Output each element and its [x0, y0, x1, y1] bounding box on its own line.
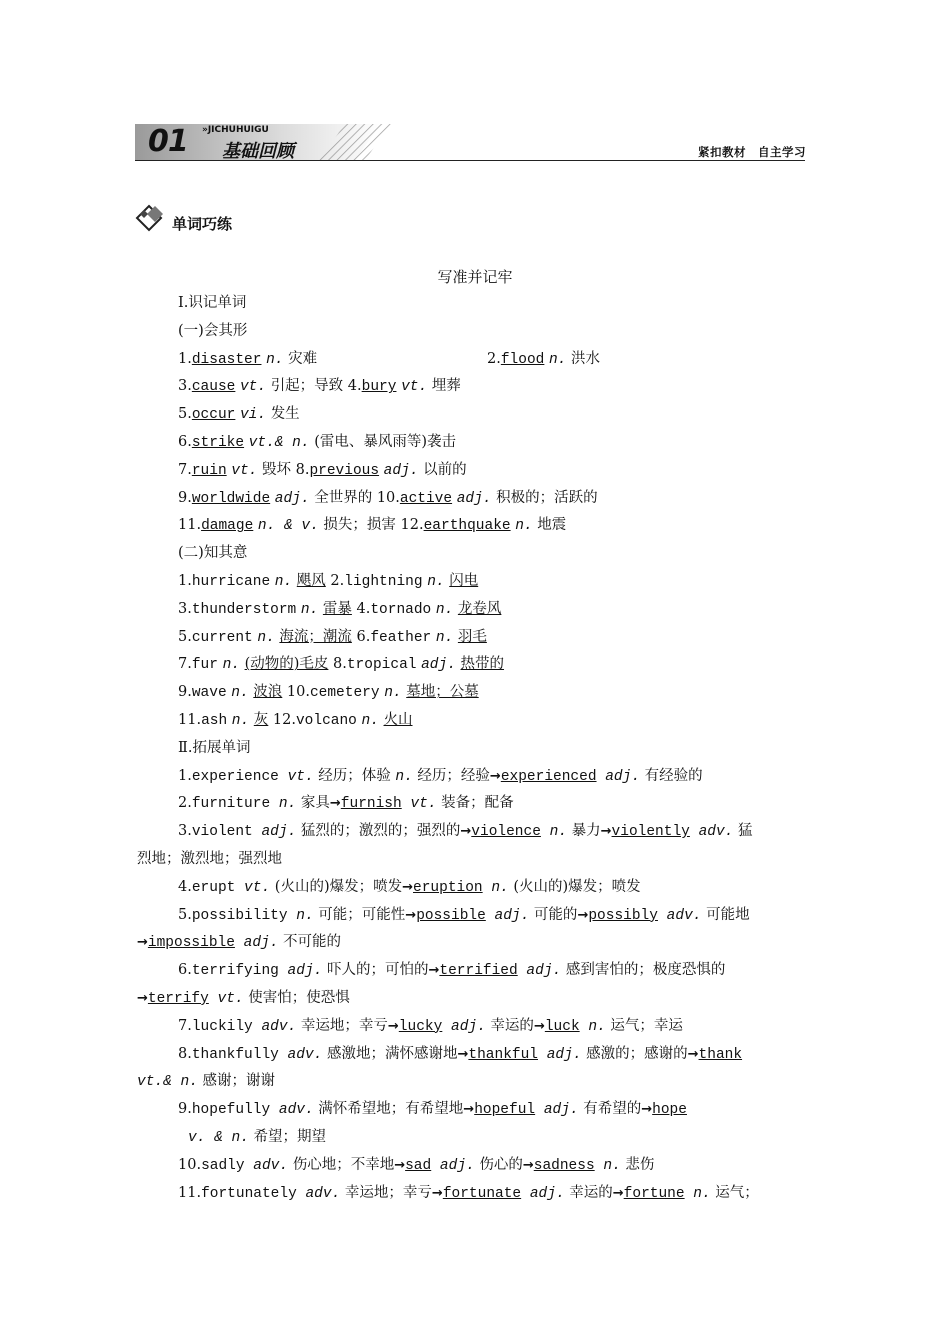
text: 8.	[178, 1045, 192, 1062]
answer-word: terrify	[147, 991, 209, 1007]
meaning: 洪水	[570, 350, 600, 367]
arrow-icon: →	[463, 1102, 475, 1118]
part-of-speech: n.	[435, 629, 454, 646]
text: 吓人的；可怕的	[322, 962, 429, 979]
meaning: 地震	[537, 517, 567, 534]
extend-row	[178, 1155, 654, 1176]
answer-word: fortune	[623, 1185, 685, 1202]
text: fortunately	[201, 1185, 297, 1202]
meaning: 飓风	[296, 573, 326, 589]
text: 4.	[356, 600, 371, 617]
text: 幸运的	[564, 1184, 613, 1201]
text: 7.	[178, 656, 192, 673]
text: 12.	[272, 712, 296, 728]
text: 伤心的	[474, 1156, 523, 1173]
part-of-speech: adv.	[689, 824, 734, 841]
arrow-icon: →	[387, 1018, 399, 1034]
text: 3.	[178, 600, 192, 617]
text: 猛	[733, 823, 753, 840]
text: 3.	[178, 823, 192, 840]
part-of-speech: vt.	[401, 379, 428, 396]
vocab-word: bury	[361, 379, 397, 396]
part-of-speech: n.	[361, 713, 379, 729]
meaning: (雷电、暴风雨等)袭击	[314, 434, 457, 450]
vocab-word: wave	[191, 685, 227, 702]
answer-word: lucky	[398, 1018, 443, 1035]
vocab-row	[178, 404, 300, 425]
part-of-speech: vt.	[231, 462, 258, 479]
answer-word: sadness	[533, 1157, 595, 1174]
text: 9.	[178, 489, 192, 506]
part-of-speech: n.	[427, 574, 445, 590]
part-of-speech: n.	[579, 1018, 606, 1035]
part-of-speech: n.	[300, 601, 319, 618]
vocab-word: thunderstorm	[191, 601, 297, 618]
text: 6.	[178, 962, 192, 979]
text: 经历；体验	[313, 767, 396, 784]
meaning: 以前的	[423, 461, 467, 478]
vocab-word: strike	[191, 435, 245, 451]
extend-row	[178, 766, 703, 787]
text: 2.	[330, 573, 345, 589]
extend-row	[178, 1183, 759, 1204]
text: 经历；经验	[412, 767, 490, 784]
meaning: 海流；潮流	[279, 628, 352, 645]
answer-word: thank	[698, 1046, 743, 1063]
text: furniture	[191, 796, 271, 813]
header-number: 01	[148, 124, 188, 159]
text: 11.	[178, 712, 202, 728]
meaning: 灰	[253, 712, 269, 728]
part-of-speech: n.	[548, 351, 567, 368]
vocab-word: flood	[500, 351, 545, 368]
answer-word: experienced	[500, 768, 597, 785]
text: sadly	[201, 1157, 245, 1174]
text: 满怀希望地；有希望地	[313, 1101, 464, 1118]
answer-word: hopeful	[474, 1102, 536, 1119]
vocab-word: earthquake	[423, 518, 511, 535]
part-of-speech: n.	[270, 796, 297, 813]
text: (火山的)爆发；喷发	[270, 878, 403, 895]
meaning: 积极的；活跃的	[496, 489, 598, 506]
text: 11.	[178, 1184, 202, 1201]
answer-word: violence	[471, 824, 541, 841]
vocab-row	[487, 349, 600, 370]
text: thankfully	[191, 1046, 279, 1063]
part-of-speech: n.	[257, 629, 275, 646]
text: 可能的	[529, 906, 578, 923]
text: hopefully	[191, 1102, 271, 1119]
text: 2.	[178, 795, 192, 812]
text: 10.	[376, 489, 400, 506]
extend-row	[178, 960, 725, 981]
vocab-word: hurricane	[191, 574, 271, 590]
arrow-icon: →	[533, 1018, 545, 1034]
extend-row	[178, 1099, 687, 1120]
text: 12.	[400, 517, 424, 534]
vocab-row	[178, 432, 456, 453]
answer-word: sad	[405, 1157, 432, 1174]
double-chevron-icon: »	[202, 125, 208, 135]
vocab-row	[178, 710, 413, 731]
text: 暴力	[567, 823, 601, 840]
group2-heading	[178, 543, 247, 563]
text: (火山的)爆发；喷发	[508, 878, 641, 895]
arrow-icon: →	[431, 1185, 443, 1201]
section-title: 单词巧练	[172, 215, 233, 233]
text: 6.	[178, 434, 192, 450]
vocab-row	[178, 654, 504, 675]
vocab-word: disaster	[191, 351, 262, 368]
text: 可能地	[701, 906, 750, 923]
text: 5.	[178, 406, 192, 423]
vocab-word: tropical	[346, 657, 417, 674]
arrow-icon: →	[577, 907, 589, 923]
text: 4.	[347, 378, 362, 395]
part-of-speech: adv.	[270, 1102, 314, 1119]
text: 4.	[178, 878, 192, 895]
part-of-speech: n.	[435, 601, 454, 618]
part-of-speech: adj.	[252, 824, 297, 841]
vocab-word: occur	[191, 407, 236, 424]
meaning: 埋葬	[431, 378, 461, 395]
vocab-word: cemetery	[309, 685, 380, 702]
text: 希望；期望	[248, 1129, 327, 1145]
header-right-text: 紧扣教材 自主学习	[698, 145, 806, 159]
part-of-speech: adj.	[442, 1018, 486, 1035]
arrow-icon: →	[641, 1102, 653, 1118]
answer-word: impossible	[147, 935, 235, 952]
text: 1.	[178, 767, 192, 784]
part-of-speech: n.	[482, 879, 509, 896]
vocab-row	[178, 571, 478, 592]
text: 10.	[286, 684, 310, 701]
part-of-speech: n.	[287, 907, 314, 924]
answer-word: possible	[416, 907, 486, 924]
text: 10.	[178, 1156, 202, 1173]
extend-row-cont	[137, 1071, 275, 1092]
extend-row	[178, 1044, 742, 1065]
meaning: 毁坏	[261, 461, 291, 478]
part2-heading	[178, 738, 250, 758]
text: 不可能的	[278, 934, 342, 951]
part-of-speech: adj.	[278, 963, 323, 980]
part-of-speech: adj.	[456, 490, 492, 507]
extend-row	[178, 821, 753, 842]
part-of-speech: vt.& n.	[137, 1074, 198, 1091]
vocab-word: feather	[370, 629, 432, 646]
meaning: 发生	[270, 406, 300, 423]
heading-text: (二)知其意	[178, 545, 248, 562]
text: 5.	[178, 906, 192, 923]
arrow-icon: →	[612, 1185, 624, 1201]
part-of-speech: n.	[540, 824, 568, 841]
vocab-row	[178, 627, 487, 648]
text: 烈地；激烈地；强烈地	[137, 851, 282, 867]
arrow-icon: →	[405, 907, 417, 923]
text: 装备；配备	[436, 795, 514, 812]
arrow-icon: →	[394, 1157, 406, 1173]
arrow-icon: →	[428, 963, 440, 979]
part-of-speech: vt.	[401, 796, 437, 813]
vocab-row	[178, 488, 598, 509]
meaning: 闪电	[449, 573, 479, 589]
part-of-speech: n.	[231, 685, 249, 702]
answer-word: possibly	[588, 907, 658, 924]
text: 幸运地；幸亏	[340, 1184, 432, 1201]
part-of-speech: n.	[594, 1157, 621, 1174]
text: 1.	[178, 573, 192, 589]
text: 感激的；感谢的	[581, 1045, 688, 1062]
text: 9.	[178, 684, 192, 701]
text: 9.	[178, 1101, 192, 1118]
text: experience	[191, 768, 279, 785]
header-title: 基础回顾	[222, 141, 294, 162]
part-of-speech: adj.	[234, 935, 279, 952]
text: 8.	[333, 656, 347, 673]
group1-heading	[178, 321, 247, 341]
vocab-row	[178, 682, 479, 703]
vocab-row	[178, 515, 566, 536]
vocab-word: volcano	[295, 713, 357, 729]
part-of-speech: adv.	[296, 1185, 341, 1202]
text: 8.	[295, 461, 310, 478]
text: violent	[191, 824, 253, 841]
meaning: 损失；损害	[323, 517, 396, 534]
part-of-speech: vt.	[208, 991, 244, 1007]
text: 幸运的	[485, 1017, 534, 1034]
part-of-speech: n.	[274, 574, 293, 590]
vocab-word: tornado	[370, 601, 432, 618]
part-of-speech: v. & n.	[188, 1130, 249, 1146]
answer-word: luck	[544, 1018, 580, 1035]
text: luckily	[191, 1018, 253, 1035]
part-of-speech: adj.	[535, 1102, 579, 1119]
text: 1.	[178, 350, 192, 367]
arrow-icon: →	[402, 879, 414, 895]
meaning: 全世界的	[314, 489, 373, 506]
part-of-speech: adv.	[244, 1157, 289, 1174]
part-of-speech: n.	[231, 713, 250, 729]
text: 6.	[356, 628, 371, 645]
header-pinyin	[202, 125, 269, 135]
vocab-word: worldwide	[191, 490, 271, 507]
answer-word: violently	[611, 824, 690, 841]
part-of-speech: n.	[266, 351, 284, 368]
part1-heading	[178, 293, 246, 313]
heading-text: Ⅰ.识记单词	[178, 295, 247, 311]
answer-word: hope	[652, 1102, 687, 1119]
part-of-speech: adj.	[521, 1185, 565, 1202]
part-of-speech: adj.	[383, 462, 419, 479]
extend-row	[178, 905, 750, 926]
answer-word: eruption	[413, 879, 483, 896]
part-of-speech: vt.	[239, 379, 267, 396]
text: 悲伤	[620, 1156, 655, 1173]
arrow-icon: →	[489, 768, 501, 784]
answer-word: thankful	[468, 1046, 539, 1063]
extend-row	[178, 1016, 683, 1037]
extend-row-cont	[137, 849, 282, 869]
vocab-row	[178, 349, 317, 370]
text: possibility	[191, 907, 288, 924]
answer-word: terrified	[439, 963, 518, 980]
extend-row	[178, 793, 514, 814]
header-rule	[135, 160, 805, 161]
part-of-speech: vt.	[235, 879, 271, 896]
subtitle: 写准并记牢	[437, 268, 513, 286]
part-of-speech: n. & v.	[257, 518, 319, 535]
text: 家具	[296, 795, 330, 812]
meaning: 波浪	[253, 684, 283, 701]
vocab-word: previous	[309, 462, 380, 479]
text: 有希望的	[578, 1101, 642, 1118]
vocab-word: ruin	[191, 462, 227, 479]
vocab-word: cause	[191, 379, 236, 396]
text: terrifying	[191, 963, 279, 980]
arrow-icon: →	[329, 796, 341, 812]
text: 运气；	[710, 1184, 759, 1201]
vocab-word: damage	[201, 518, 254, 535]
heading-text: (一)会其形	[178, 322, 248, 339]
text: 幸运地；幸亏	[296, 1017, 388, 1034]
meaning: 灾难	[288, 350, 318, 367]
vocab-word: fur	[191, 657, 218, 674]
part-of-speech: n.	[515, 518, 533, 535]
part-of-speech: vt.& n.	[248, 435, 310, 451]
part-of-speech: adv.	[657, 907, 702, 924]
diamond-icon	[135, 204, 165, 232]
extend-row-cont	[137, 988, 350, 1009]
meaning: 羽毛	[457, 628, 487, 645]
arrow-icon: →	[600, 824, 612, 840]
text: 2.	[487, 350, 501, 367]
vocab-word: lightning	[344, 574, 423, 590]
extend-row	[178, 877, 641, 898]
arrow-icon: →	[137, 935, 148, 951]
arrow-icon: →	[522, 1157, 534, 1173]
extend-row-cont	[188, 1127, 326, 1148]
text: erupt	[191, 879, 236, 896]
meaning: 墓地；公墓	[406, 684, 479, 701]
meaning: 龙卷风	[457, 600, 502, 617]
part-of-speech: adj.	[274, 490, 310, 507]
text: 7.	[178, 1017, 192, 1034]
part-of-speech: adj.	[421, 657, 456, 674]
text: 感谢；谢谢	[197, 1073, 276, 1090]
vocab-word: ash	[201, 713, 228, 729]
vocab-word: current	[191, 629, 253, 646]
text: 7.	[178, 461, 192, 478]
meaning: 雷暴	[322, 600, 352, 617]
part-of-speech: adj.	[517, 963, 562, 980]
answer-word: furnish	[340, 796, 402, 813]
part-of-speech: adj.	[596, 768, 641, 785]
text: 有经验的	[640, 767, 703, 784]
arrow-icon: →	[457, 1046, 469, 1062]
text: 感到害怕的；极度恐惧的	[561, 962, 726, 979]
header-pinyin-text: JICHUHUIGU	[207, 125, 269, 135]
part-of-speech: adj.	[431, 1157, 475, 1174]
vocab-row	[178, 376, 461, 397]
text: 使害怕；使恐惧	[243, 990, 350, 1006]
part-of-speech: adj.	[485, 907, 530, 924]
part-of-speech: vi.	[239, 407, 267, 424]
text: 感激地；满怀感谢地	[322, 1045, 458, 1062]
vocab-row	[178, 460, 467, 481]
heading-text: Ⅱ.拓展单词	[178, 739, 251, 756]
vocab-row	[178, 599, 501, 620]
part-of-speech: n.	[222, 657, 240, 674]
text: 猛烈的；激烈的；强烈的	[296, 823, 461, 840]
part-of-speech: vt.	[278, 768, 314, 785]
text: 伤心地；不幸地	[288, 1156, 395, 1173]
part-of-speech: n.	[395, 768, 413, 785]
meaning: 火山	[383, 712, 413, 728]
part-of-speech: adv.	[252, 1018, 297, 1035]
text: 5.	[178, 628, 192, 645]
arrow-icon: →	[687, 1046, 699, 1062]
text: 可能；可能性	[313, 906, 406, 923]
arrow-icon: →	[137, 991, 148, 1006]
part-of-speech: n.	[384, 685, 402, 702]
meaning: 热带的	[460, 656, 505, 673]
text: 3.	[178, 378, 192, 395]
meaning: 引起；导致	[270, 378, 344, 395]
part-of-speech: n.	[684, 1185, 711, 1202]
text: 运气；幸运	[605, 1017, 683, 1034]
text: 11.	[178, 517, 202, 534]
meaning: (动物的)毛皮	[244, 656, 329, 673]
part-of-speech: adv.	[278, 1046, 323, 1063]
part-of-speech: adj.	[538, 1046, 582, 1063]
answer-word: fortunate	[442, 1185, 522, 1202]
vocab-word: active	[399, 490, 453, 507]
extend-row-cont	[137, 932, 341, 953]
arrow-icon: →	[460, 824, 472, 840]
